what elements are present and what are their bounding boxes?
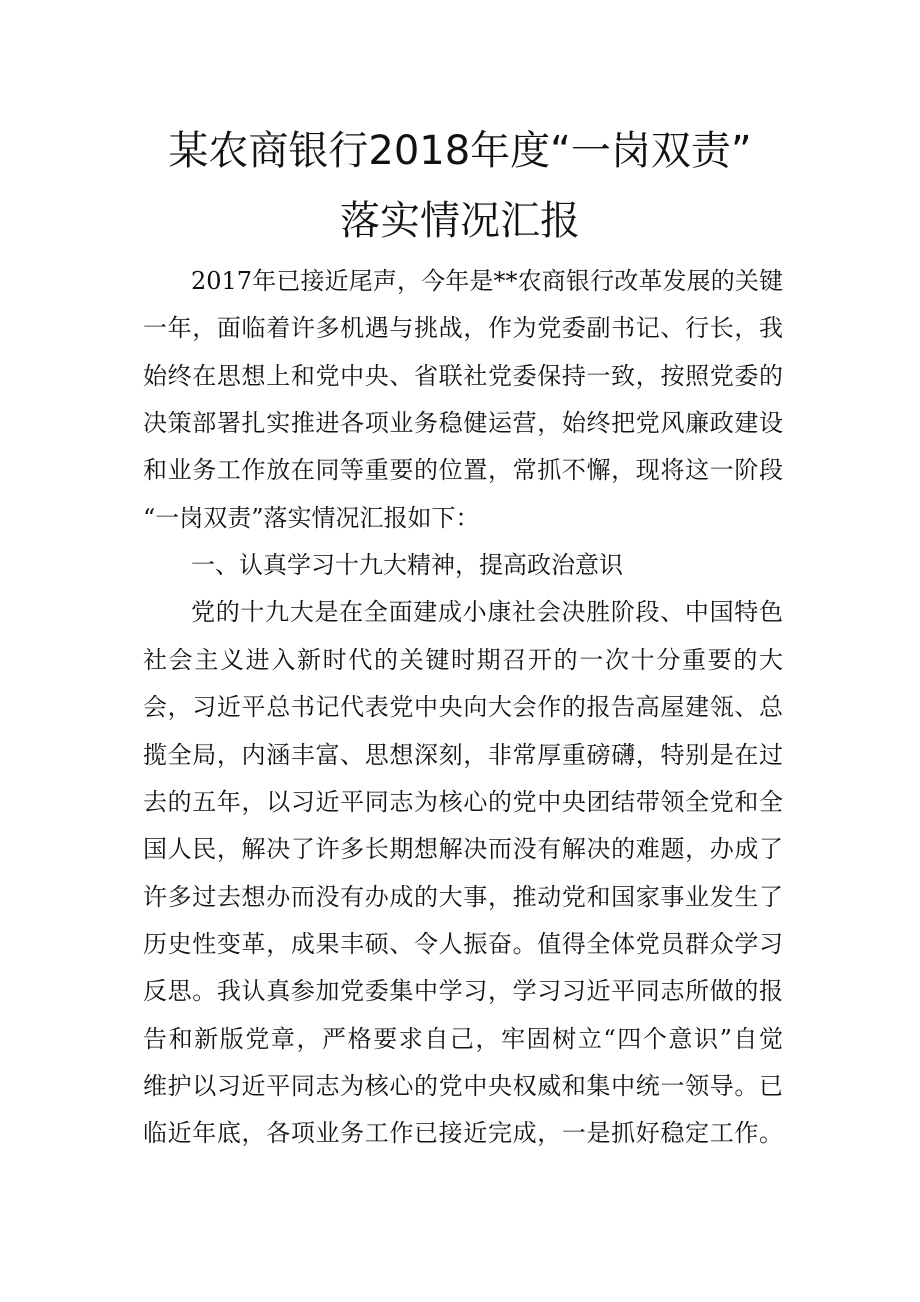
- body-line: 反思。我认真参加党委集中学习，学习习近平同志所做的报: [143, 977, 783, 1005]
- body-line: 临近年底，各项业务工作已接近完成，一是抓好稳定工作。: [143, 1119, 783, 1147]
- body-line: 许多过去想办而没有办成的大事，推动党和国家事业发生了: [143, 883, 783, 911]
- body-line: 告和新版党章，严格要求自己，牢固树立“四个意识”自觉: [143, 1025, 783, 1053]
- body-line: 始终在思想上和党中央、省联社党委保持一致，按照党委的: [143, 362, 783, 390]
- section-heading: 一、认真学习十九大精神，提高政治意识: [191, 551, 623, 579]
- body-line: 一年，面临着许多机遇与挑战，作为党委副书记、行长，我: [143, 314, 783, 342]
- body-line: 社会主义进入新时代的关键时期召开的一次十分重要的大: [143, 646, 783, 674]
- body-line: 揽全局，内涵丰富、思想深刻，非常厚重磅礴，特别是在过: [143, 741, 783, 769]
- document-title-line-1: 某农商银行2018年度“一岗双责”: [168, 128, 752, 174]
- body-line: 维护以习近平同志为核心的党中央权威和集中统一领导。已: [143, 1072, 783, 1100]
- body-line: 会，习近平总书记代表党中央向大会作的报告高屋建瓴、总: [143, 693, 783, 721]
- document-title-line-2: 落实情况汇报: [340, 198, 580, 244]
- body-line: 历史性变革，成果丰硕、令人振奋。值得全体党员群众学习: [143, 930, 783, 958]
- body-line: “一岗双责”落实情况汇报如下：: [143, 504, 480, 532]
- body-line: 2017年已接近尾声，今年是**农商银行改革发展的关键: [191, 267, 783, 295]
- body-line: 国人民，解决了许多长期想解决而没有解决的难题，办成了: [143, 835, 783, 863]
- body-line: 和业务工作放在同等重要的位置，常抓不懈，现将这一阶段: [143, 456, 783, 484]
- body-line: 决策部署扎实推进各项业务稳健运营，始终把党风廉政建设: [143, 409, 783, 437]
- body-line: 党的十九大是在全面建成小康社会决胜阶段、中国特色: [191, 598, 783, 626]
- body-line: 去的五年，以习近平同志为核心的党中央团结带领全党和全: [143, 788, 783, 816]
